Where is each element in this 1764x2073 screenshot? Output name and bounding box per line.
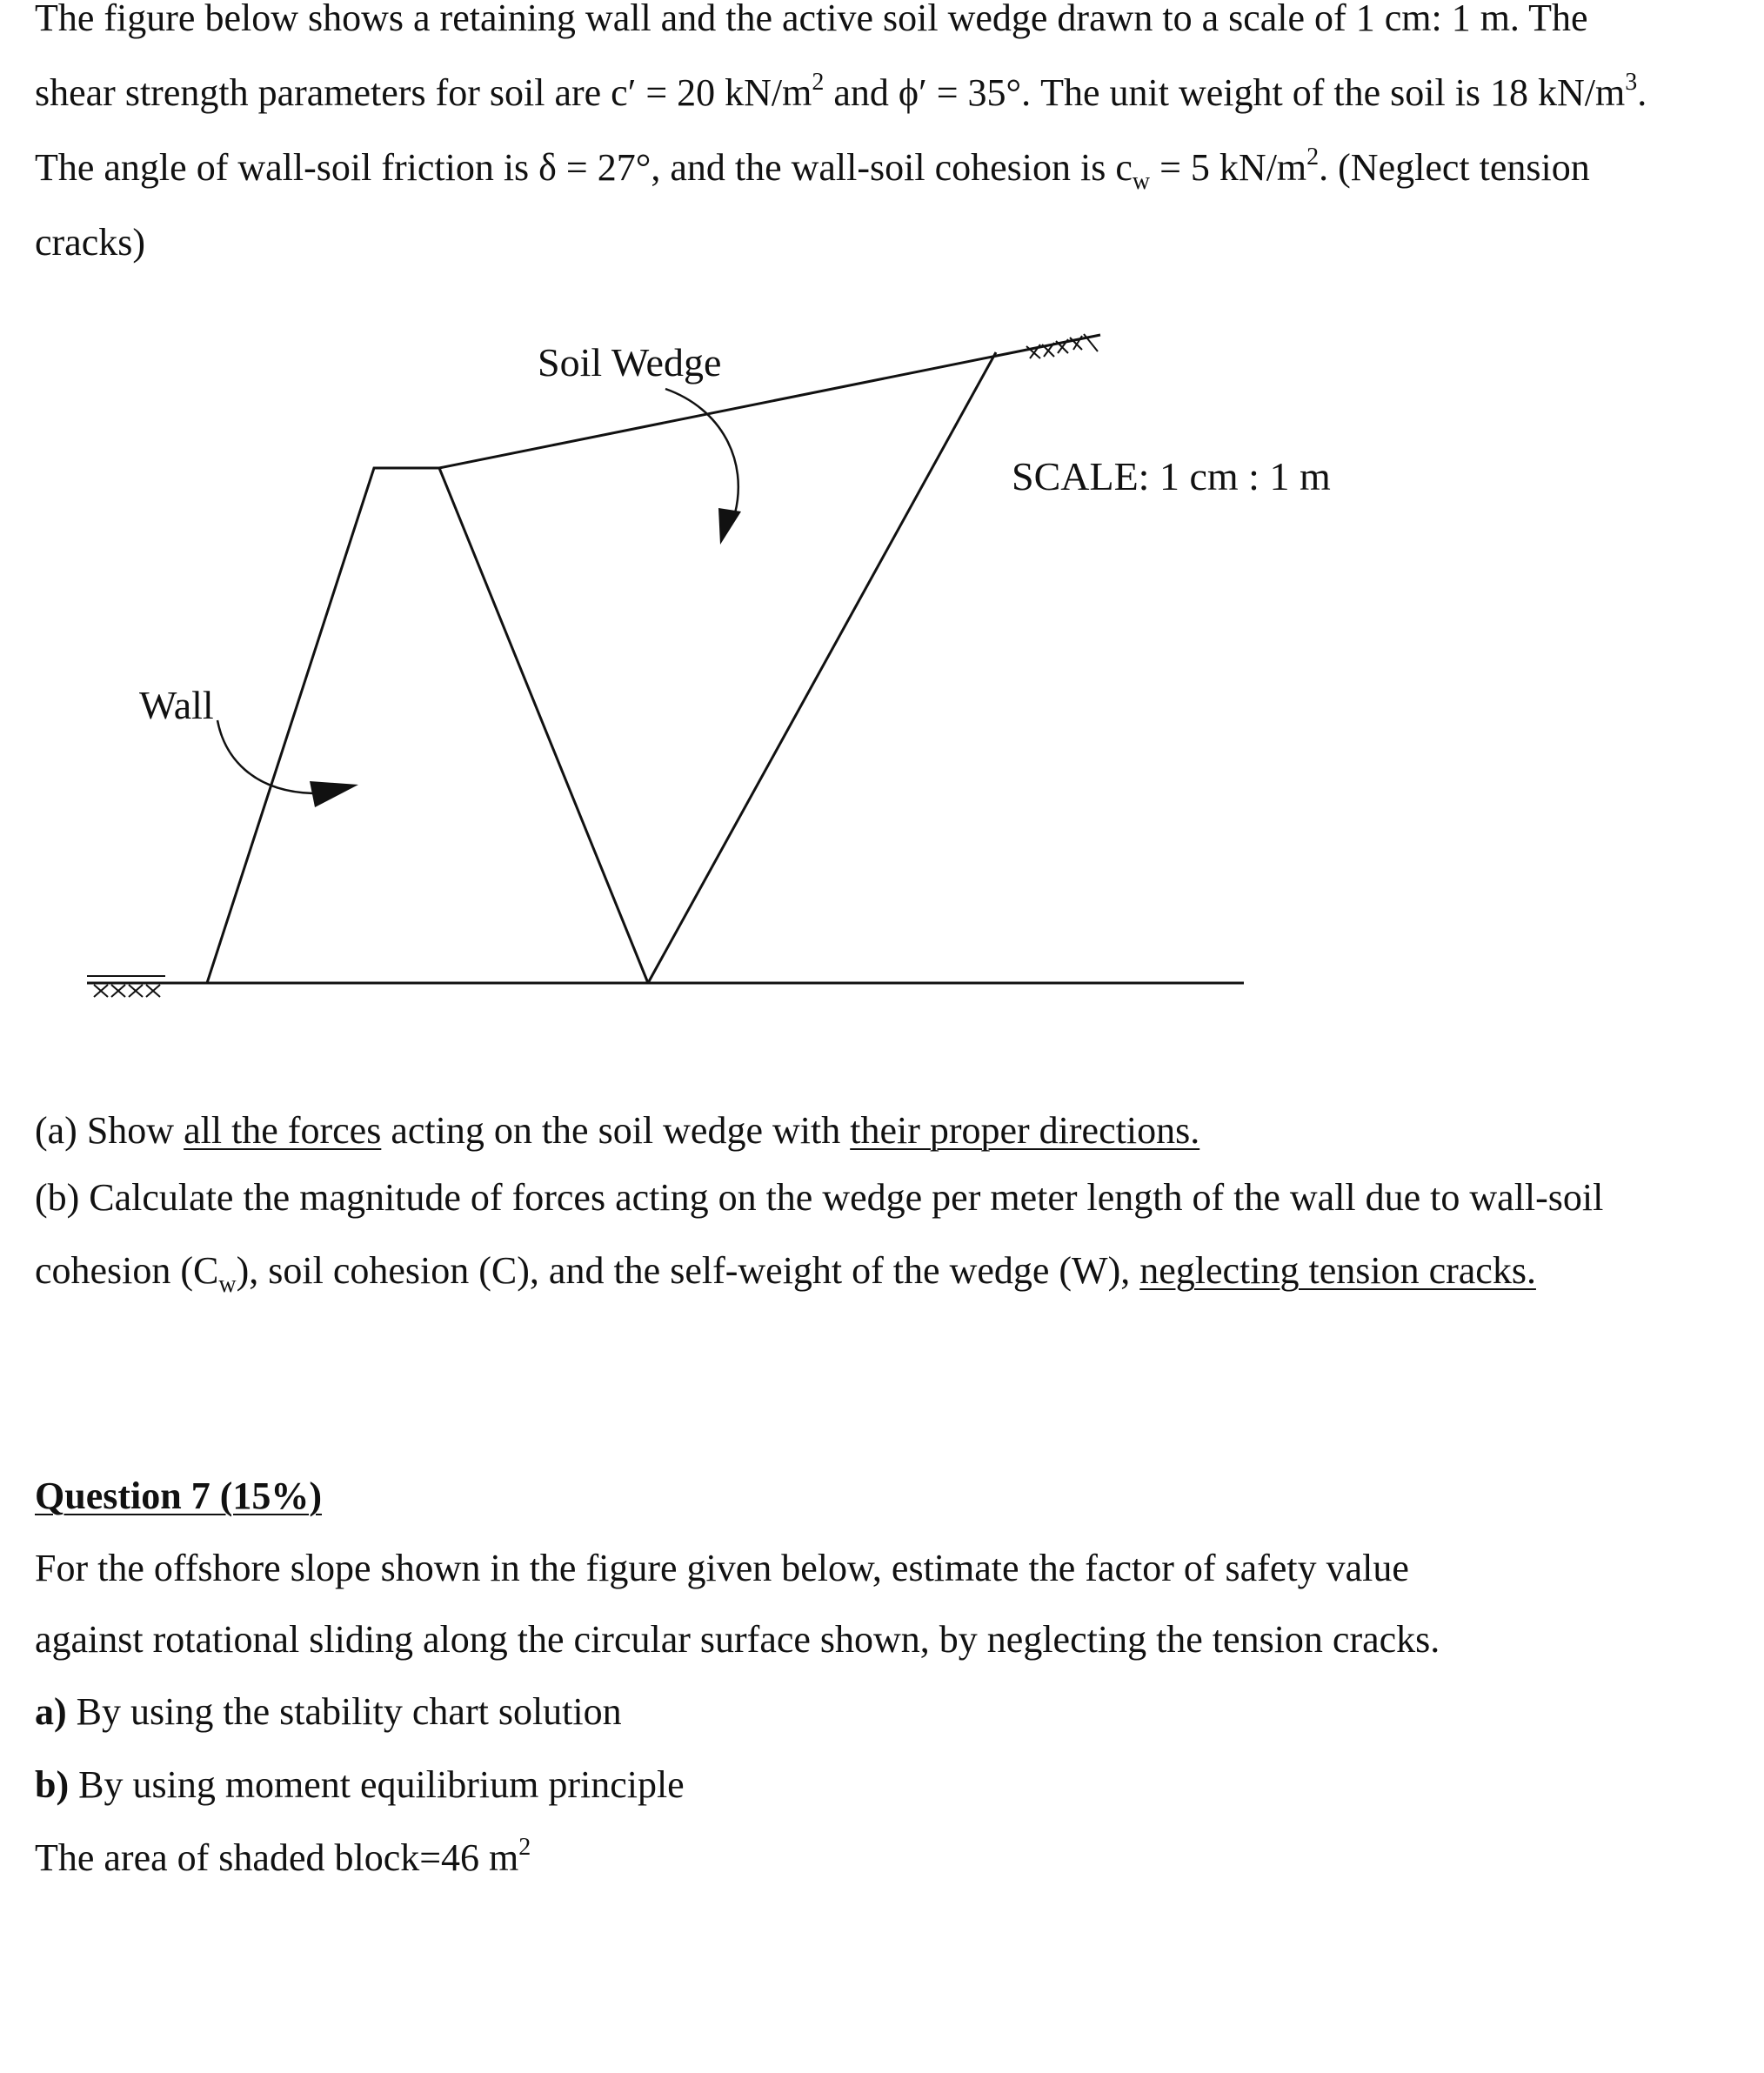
part-a-underline-2: their proper directions. (850, 1109, 1200, 1152)
question7-a-text: By using the stability chart solution (66, 1690, 622, 1733)
question7-area-sup: 2 (518, 1834, 531, 1862)
failure-plane (648, 352, 996, 983)
part-b-text-1: (b) Calculate the magnitude of forces acting on the wedge per meter length of the wall due to wall-soil cohesion (C (35, 1176, 1604, 1292)
part-a-underline-1: all the forces (184, 1109, 382, 1152)
subscript-w: w (1132, 167, 1151, 195)
question7-line1: For the offshore slope shown in the figure given below, estimate the factor of safety value (35, 1547, 1409, 1589)
wall-back-face (439, 468, 648, 983)
question7-heading: Question 7 (15%) (35, 1475, 322, 1517)
wall-label: Wall (139, 683, 214, 727)
ground-hatch-left (87, 976, 165, 997)
scale-label: SCALE: 1 cm : 1 m (1012, 454, 1331, 498)
part-b (35, 1161, 1661, 1307)
question7-area (35, 1832, 531, 1884)
superscript-2b: 2 (1306, 144, 1320, 171)
question7-part-b (35, 1759, 685, 1811)
question7-part-a (35, 1686, 622, 1738)
intro-text-2: and ϕ′ = 35°. The unit weight of the soil is 18 kN/m (824, 71, 1626, 114)
soil-wedge-arrowhead (718, 508, 741, 545)
question7-b-text: By using moment equilibrium principle (69, 1763, 685, 1806)
intro-text-1: The figure below shows a retaining wall and the active soil wedge drawn to a scale of 1 cm: 1 m. The shear strength parameters for soil are c′ = 20 kN/m (35, 0, 1588, 114)
superscript-2: 2 (812, 69, 825, 97)
wall-arrowhead (310, 781, 358, 807)
problem-intro (35, 0, 1661, 280)
part-a (35, 1105, 1199, 1157)
part-a-prefix: (a) Show (35, 1109, 184, 1152)
question7-line2: against rotational sliding along the circular surface shown, by neglecting the tension cracks. (35, 1618, 1440, 1661)
wall-arrow (217, 720, 313, 793)
soil-wedge-arrow (665, 389, 738, 513)
soil-wedge-label: Soil Wedge (538, 340, 722, 385)
wall-outline (207, 468, 439, 983)
question7-area-text: The area of shaded block=46 m (35, 1836, 519, 1879)
part-b-underline: neglecting tension cracks. (1139, 1249, 1536, 1292)
part-b-subscript-w: w (218, 1270, 237, 1298)
surface-hatch-right (1026, 334, 1098, 358)
intro-text-3: . The angle of wall-soil friction is δ = 27°, and the wall-soil cohesion is c (35, 71, 1647, 189)
question7-b-label: b) (35, 1763, 70, 1806)
intro-text-5: . (Neglect tension cracks) (35, 146, 1590, 264)
part-b-text-2: ), soil cohesion (C), and the self-weight of the wedge (W), (236, 1249, 1140, 1292)
intro-text-4: = 5 kN/m (1150, 146, 1307, 189)
superscript-3: 3 (1625, 69, 1638, 97)
retaining-wall-diagram (0, 313, 1331, 1026)
question7-a-label: a) (35, 1690, 67, 1733)
part-a-mid: acting on the soil wedge with (381, 1109, 851, 1152)
